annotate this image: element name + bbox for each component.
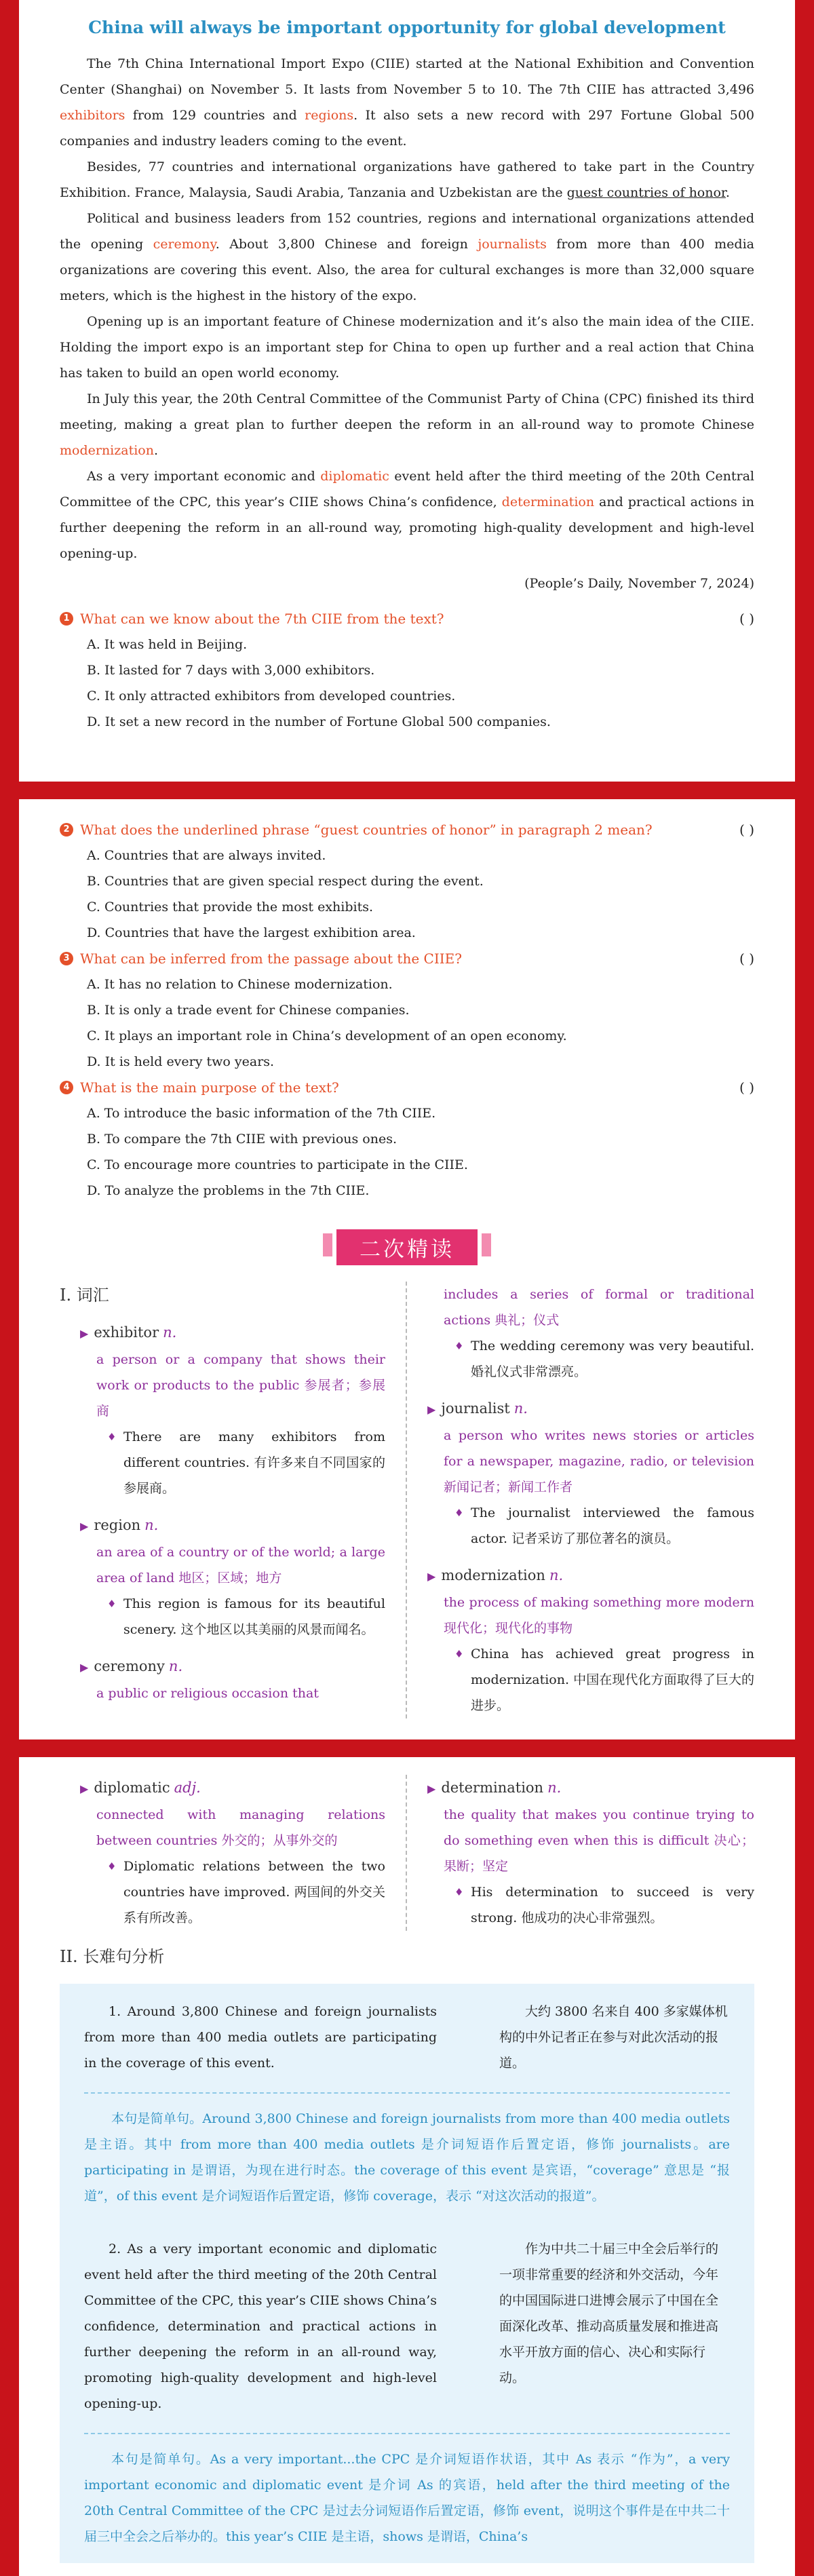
vocab-definition: a person who writes news stories or articles for a newspaper, magazine, radio, or television 新闻记者；新闻工作者 [444,1428,754,1495]
dashed-divider [84,2433,730,2434]
paragraph-6: As a very important economic and diplomatic event held after the third meeting of the 20th Central Committee of the CPC, this year’s CIIE shows China’s confidence, determination and practical actions in further deepening the reform in an all-round way, promoting high-quality development and high-level opening-up. [60,469,754,561]
section-banner: 二次精读 [336,1229,478,1265]
triangle-bullet-icon: ▶ [80,1782,89,1795]
question-1 [60,606,754,735]
vocab-example: ♦ There are many exhibitors from different countries. 有许多来自不同国家的参展商。 [60,1424,385,1501]
vocab-highlight-diplomatic: diplomatic [320,469,389,484]
sentence-chinese: 大约 3800 名来自 400 多家媒体机构的中外记者正在参与对此次活动的报道。 [499,2004,728,2071]
sentence-pair [84,1999,730,2076]
article-title: China will always be important opportunity for global development [88,18,726,37]
bulb-icon: ♦ [454,1886,464,1898]
triangle-bullet-icon: ▶ [427,1570,436,1583]
vocab-column-left [60,1775,407,1931]
vocab-analysis-panel [19,1757,795,2576]
question-number-badge: 1 [60,612,73,626]
option-b[interactable]: B. To compare the 7th CIIE with previous ones. [87,1132,398,1147]
question-4 [60,1075,754,1204]
vocab-definition: an area of a country or of the world; a large area of land 地区；区域；地方 [96,1545,385,1585]
option-c[interactable]: C. Countries that provide the most exhibits. [87,900,374,915]
vocab-section-continued [60,1775,754,1931]
vocab-highlight-determination: determination [501,495,595,510]
option-d[interactable]: D. It is held every two years. [87,1054,275,1069]
option-b[interactable]: B. It is only a trade event for Chinese companies. [87,1003,410,1018]
vocab-definition: a person or a company that shows their work or products to the public 参展者；参展商 [96,1352,385,1419]
vocab-word-modernization: ▶ modernization n. [427,1567,564,1583]
question-number-badge: 2 [60,823,73,837]
question-text: What can we know about the 7th CIIE from the text? [80,611,444,627]
sentence-english: 2. As a very important economic and diplomatic event held after the third meeting of the 20th Central Committee of the CPC, this year’s CIIE shows China’s confidence, determination and practical actions in further deepening the reform in an all-round way, promoting high-quality development and high-level opening-up. [84,2242,437,2411]
vocab-column-right [407,1282,754,1718]
question-text: What can be inferred from the passage about the CIIE? [80,950,462,967]
vocab-highlight-regions: regions [305,108,354,123]
triangle-bullet-icon: ▶ [80,1327,89,1340]
sentence-analysis-note: 本句是简单句。Around 3,800 Chinese and foreign journalists from more than 400 media outlets 是主语。其中 from more than 400 media outlets 是介词短语作后置定语，修饰 journalists。are participating in 是谓语，为现在进行时态。the coverage of this event 是宾语，“coverage” 意思是 “报道”，of this event 是介词短语作后置定语，修饰 coverage，表示 “对这次活动的报道”。 [84,2111,730,2204]
vocab-word-journalist: ▶ journalist n. [427,1400,528,1417]
vocab-definition: connected with managing relations between countries 外交的；从事外交的 [96,1807,385,1848]
answer-blank[interactable]: ( ) [739,950,754,967]
article-panel [19,0,795,782]
vocab-example: ♦ The journalist interviewed the famous actor. 记者采访了那位著名的演员。 [427,1500,754,1552]
vocab-definition: the quality that makes you continue trying to do something even when this is difficult 决心；果断；坚定 [444,1807,754,1874]
vocab-example: ♦ Diplomatic relations between the two countries have improved. 两国间的外交关系有所改善。 [80,1853,385,1931]
vocab-definition: includes a series of formal or traditional actions 典礼；仪式 [444,1287,754,1328]
vocab-definition: a public or religious occasion that [96,1686,319,1701]
option-a[interactable]: A. To introduce the basic information of the 7th CIIE. [87,1106,436,1121]
paragraph-1: The 7th China International Import Expo (CIIE) started at the National Exhibition and Convention Center (Shanghai) on November 5. It lasts from November 5 to 10. The 7th CIIE has attracted 3,496 exhibitors from 129 countries and regions. It also sets a new record with 297 Fortune Global 500 companies and industry leaders coming to the event. [60,56,754,149]
question-number-badge: 3 [60,952,73,965]
vocab-word-ceremony: ▶ ceremony n. [80,1658,183,1674]
underlined-phrase: guest countries of honor [566,185,726,200]
vocab-highlight-modernization: modernization [60,443,154,458]
answer-blank[interactable]: ( ) [739,611,754,627]
triangle-bullet-icon: ▶ [80,1520,89,1533]
option-d[interactable]: D. It set a new record in the number of Fortune Global 500 companies. [87,714,551,729]
question-text: What is the main purpose of the text? [80,1079,339,1096]
dashed-divider [84,2092,730,2094]
triangle-bullet-icon: ▶ [80,1661,89,1674]
bulb-icon: ♦ [107,1860,117,1872]
option-d[interactable]: D. Countries that have the largest exhibition area. [87,925,416,940]
option-a[interactable]: A. It was held in Beijing. [87,637,248,652]
bulb-icon: ♦ [107,1598,117,1610]
vocab-highlight-exhibitors: exhibitors [60,108,125,123]
option-c[interactable]: C. It plays an important role in China’s development of an open economy. [87,1029,567,1043]
answer-blank[interactable]: ( ) [739,822,754,838]
triangle-bullet-icon: ▶ [427,1782,436,1795]
vocab-word-diplomatic: ▶ diplomatic adj. [80,1780,201,1796]
questions-vocab-panel [19,799,795,1739]
question-2 [60,817,754,946]
vocab-word-region: ▶ region n. [80,1517,159,1533]
option-b[interactable]: B. Countries that are given special respect during the event. [87,874,484,889]
vocab-column-right [407,1775,754,1931]
paragraph-3: Political and business leaders from 152 countries, regions and international organizations attended the opening ceremony. About 3,800 Chinese and foreign journalists from more than 400 media organizations are covering this event. Also, the area for cultural exchanges is more than 32,000 square meters, which is the highest in the history of the expo. [60,211,754,303]
section-banner-wrap [60,1229,754,1265]
option-c[interactable]: C. To encourage more countries to participate in the CIIE. [87,1157,468,1172]
paragraph-4: Opening up is an important feature of Chinese modernization and it’s also the main idea of the CIIE. Holding the import expo is an important step for China to open up further and a real action that China has taken to build an open world economy. [60,314,754,381]
option-a[interactable]: A. Countries that are always invited. [87,848,326,863]
bulb-icon: ♦ [107,1431,117,1443]
question-text: What does the underlined phrase “guest countries of honor” in paragraph 2 mean? [80,822,653,838]
option-c[interactable]: C. It only attracted exhibitors from developed countries. [87,689,456,704]
vocab-heading: I. 词汇 [60,1286,109,1305]
option-b[interactable]: B. It lasted for 7 days with 3,000 exhibitors. [87,663,375,678]
vocab-example: ♦ China has achieved great progress in modernization. 中国在现代化方面取得了巨大的进步。 [427,1641,754,1718]
option-d[interactable]: D. To analyze the problems in the 7th CIIE. [87,1183,370,1198]
option-a[interactable]: A. It has no relation to Chinese modernization. [87,977,393,992]
sentence-english: 1. Around 3,800 Chinese and foreign journalists from more than 400 media outlets are participating in the coverage of this event. [84,2004,437,2071]
triangle-bullet-icon: ▶ [427,1403,436,1416]
article-source: (People’s Daily, November 7, 2024) [524,576,754,591]
analysis-heading: II. 长难句分析 [60,1947,165,1966]
vocab-definition: the process of making something more modern 现代化；现代化的事物 [444,1595,754,1636]
vocab-column-left [60,1282,407,1718]
sentence-analysis-note: 本句是简单句。As a very important...the CPC 是介词短语作状语，其中 As 表示 “作为”，a very important economic and diplomatic event 是介词 As 的宾语，held after the third meeting of the 20th Central Committee of the CPC 是过去分词短语作后置定语，修饰 event，说明这个事件是在中共二十届三中全会之后举办的。this year’s CIIE 是主语，shows 是谓语，China’s [84,2452,730,2544]
vocab-example: ♦ This region is famous for its beautiful scenery. 这个地区以其美丽的风景而闻名。 [60,1591,385,1642]
paragraph-5: In July this year, the 20th Central Committee of the Communist Party of China (CPC) finished its third meeting, making a great plan to further deepen the reform in an all-round way to promote Chinese modernization. [60,391,754,458]
sentence-analysis-box [60,1984,754,2563]
paragraph-2: Besides, 77 countries and international organizations have gathered to take part in the Country Exhibition. France, Malaysia, Saudi Arabia, Tanzania and Uzbekistan are the guest countries of honor. [60,159,754,200]
sentence-pair [84,2236,730,2417]
vocab-highlight-journalists: journalists [478,237,547,252]
bulb-icon: ♦ [454,1648,464,1660]
vocab-section [60,1282,754,1718]
sentence-chinese: 作为中共二十届三中全会后举行的一项非常重要的经济和外交活动，今年的中国国际进口进博会展示了中国在全面深化改革、推动高质量发展和推进高水平开放方面的信心、决心和实际行动。 [499,2242,719,2385]
bulb-icon: ♦ [454,1340,464,1352]
vocab-highlight-ceremony: ceremony [153,237,216,252]
vocab-example: ♦ The wedding ceremony was very beautiful. 婚礼仪式非常漂亮。 [427,1333,754,1385]
vocab-word-exhibitor: ▶ exhibitor n. [80,1324,177,1341]
vocab-word-determination: ▶ determination n. [427,1780,562,1796]
bulb-icon: ♦ [454,1507,464,1519]
vocab-example: ♦ His determination to succeed is very strong. 他成功的决心非常强烈。 [427,1879,754,1931]
question-3 [60,946,754,1075]
answer-blank[interactable]: ( ) [739,1079,754,1096]
question-number-badge: 4 [60,1081,73,1094]
